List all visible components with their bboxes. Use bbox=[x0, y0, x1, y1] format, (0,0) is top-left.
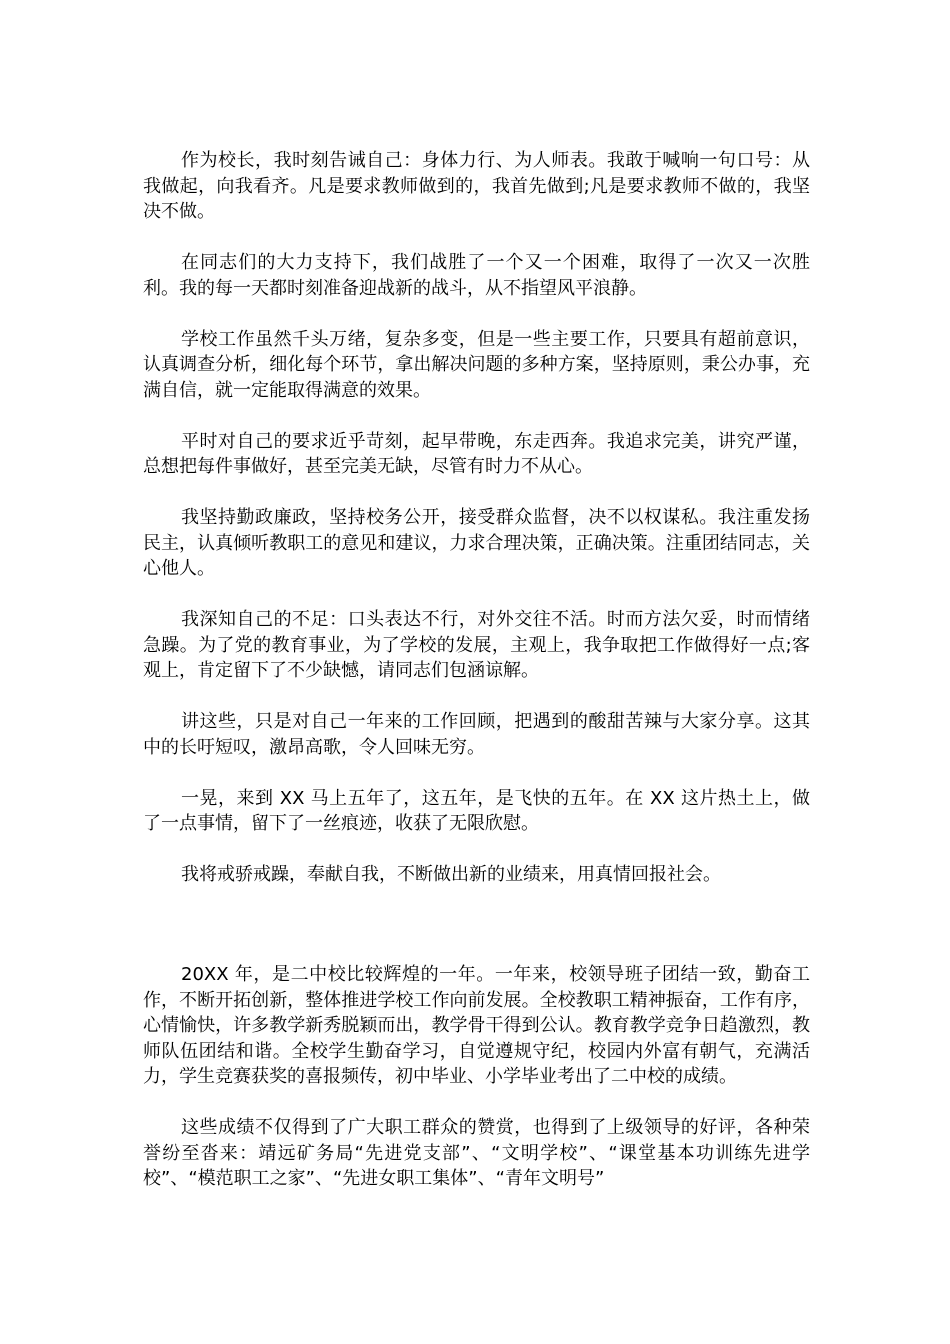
paragraph: 在同志们的大力支持下，我们战胜了一个又一个困难，取得了一次又一次胜利。我的每一天都时刻准备迎战新的战斗，从不指望风平浪静。 bbox=[143, 252, 810, 299]
paragraph: 作为校长，我时刻告诫自己：身体力行、为人师表。我敢于喊响一句口号：从我做起，向我看齐。凡是要求教师做到的，我首先做到;凡是要求教师不做的，我坚决不做。 bbox=[143, 150, 810, 222]
section-gap bbox=[143, 913, 810, 962]
paragraph: 20XX 年，是二中校比较辉煌的一年。一年来，校领导班子团结一致，勤奋工作，不断开拓创新，整体推进学校工作向前发展。全校教职工精神振奋，工作有序，心情愉快，许多教学新秀脱颖而出，教学骨干得到公认。教育教学竞争日趋激烈，教师队伍团结和谐。全校学生勤奋学习，自觉遵规守纪，校园内外富有朝气，充满活力，学生竞赛获奖的喜报频传，初中毕业、小学毕业考出了二中校的成绩。 bbox=[143, 964, 810, 1087]
paragraph: 这些成绩不仅得到了广大职工群众的赞赏，也得到了上级领导的好评，各种荣誉纷至沓来：靖远矿务局“先进党支部”、“文明学校”、“课堂基本功训练先进学校”、“模范职工之家”、“先进女职工集体”、“青年文明号” bbox=[143, 1117, 810, 1189]
paragraph: 一晃，来到 XX 马上五年了，这五年，是飞快的五年。在 XX 这片热土上，做了一点事情，留下了一丝痕迹，收获了无限欣慰。 bbox=[143, 787, 810, 834]
document-page bbox=[143, 148, 810, 1217]
paragraph: 学校工作虽然千头万绪，复杂多变，但是一些主要工作，只要具有超前意识，认真调查分析，细化每个环节，拿出解决问题的多种方案，坚持原则，秉公办事，充满自信，就一定能取得满意的效果。 bbox=[143, 328, 810, 401]
paragraph: 我深知自己的不足：口头表达不行，对外交往不活。时而方法欠妥，时而情绪急躁。为了党的教育事业，为了学校的发展，主观上，我争取把工作做得好一点;客观上，肯定留下了不少缺憾，请同志们包涵谅解。 bbox=[143, 609, 810, 681]
paragraph: 我坚持勤政廉政，坚持校务公开，接受群众监督，决不以权谋私。我注重发扬民主，认真倾听教职工的意见和建议，力求合理决策，正确决策。注重团结同志，关心他人。 bbox=[143, 507, 810, 579]
paragraph: 我将戒骄戒躁，奉献自我，不断做出新的业绩来，用真情回报社会。 bbox=[181, 864, 721, 885]
paragraph: 平时对自己的要求近乎苛刻，起早带晚，东走西奔。我追求完美，讲究严谨，总想把每件事做好，甚至完美无缺，尽管有时力不从心。 bbox=[143, 430, 810, 477]
paragraph: 讲这些，只是对自己一年来的工作回顾，把遇到的酸甜苦辣与大家分享。这其中的长吁短叹，激昂高歌，令人回味无穷。 bbox=[143, 711, 810, 758]
